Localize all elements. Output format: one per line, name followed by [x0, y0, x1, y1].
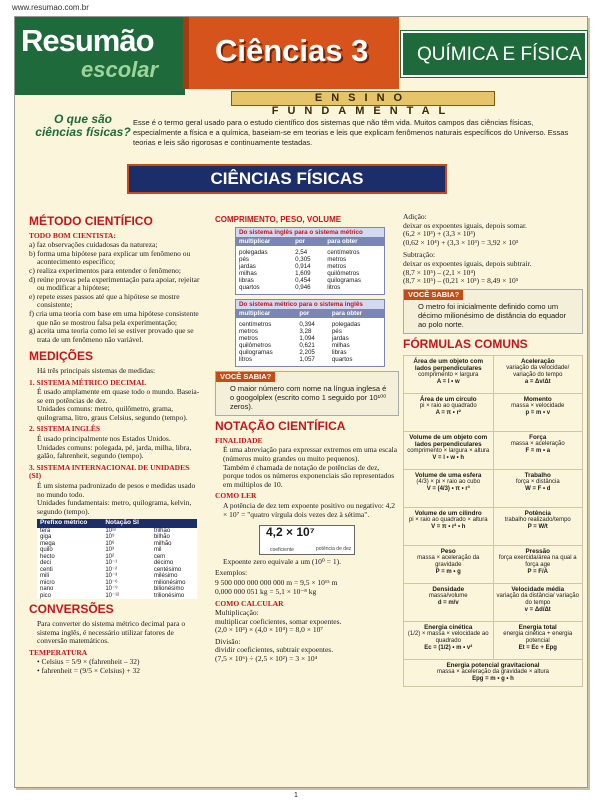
table-row — [236, 270, 385, 277]
formula-fahrenheit: • fahrenheit = (9/5 × Celsius) + 32 — [37, 665, 141, 675]
conversoes-text: Para converter do sistema métrico decimal para o sistema inglês, é necessário utilizar fatores de conversão matemáticos. — [37, 619, 186, 646]
table-row — [236, 335, 385, 342]
notation-col-header: Notação SI — [102, 519, 151, 528]
table-cell: libras — [331, 348, 347, 356]
table-cell: deci — [40, 560, 52, 567]
subject-box — [401, 31, 587, 77]
list-item: c) realiza experimentos para entender o fenômeno; — [29, 265, 182, 275]
notacao-p2: Também é chamada de notação de potências de dez, porque todos os números exponenciais são representados em múltiplos de 10. — [223, 462, 395, 489]
formula-title: Volume de um objeto com lados perpendiculares — [409, 433, 488, 448]
table-row — [236, 356, 385, 367]
column-middle — [215, 213, 399, 664]
table-cell: 1,057 — [299, 355, 315, 363]
table-cell: jardas — [239, 262, 256, 270]
como-ler-title: COMO LER — [215, 491, 257, 501]
formula-celsius: • Celsius = 5/9 × (fahrenheit – 32) — [37, 657, 140, 667]
system-3-text: É um sistema padronizado de pesos e medidas usado no mundo todo. — [37, 481, 196, 499]
table-cell: milionésimo — [153, 579, 186, 586]
banner-label: CIÊNCIAS FÍSICAS — [210, 169, 364, 188]
table-cell: litros — [239, 355, 253, 363]
formula-title: Energia potencial gravitacional — [446, 661, 540, 669]
formula-expression: A = π • r² — [435, 409, 461, 416]
table-cell: trilionésimo — [153, 592, 185, 599]
table-cell: centi — [40, 566, 53, 573]
example-2: 0,000 000 051 kg = 5,1 × 10⁻⁸ kg — [215, 586, 317, 596]
power-label: potência de dez — [316, 546, 352, 553]
subheading-cientista: TODO BOM CIENTISTA: — [29, 230, 116, 240]
table-cell: 10⁶ — [105, 540, 115, 547]
formula-expression: Epg = m • g • h — [472, 675, 514, 682]
table-cell: litros — [327, 283, 341, 291]
brand-logo — [15, 17, 185, 95]
formula-cell — [404, 394, 493, 431]
div-title: Divisão: — [215, 636, 241, 646]
table-cell: mil — [153, 547, 162, 554]
formula-description: massa × aceleração da gravidade — [417, 554, 480, 568]
table-cell: 10² — [105, 553, 114, 560]
formula-cell — [404, 660, 582, 686]
list-item: e) repete esses passos até que a hipótese se mostre consistente; — [29, 291, 180, 310]
formula-description: (1/2) × massa × velocidade ao quadrado — [407, 630, 489, 644]
adicao-line-2: (0,62 × 10⁴) + (3,3 × 10³) = 3,92 × 10³ — [403, 237, 519, 247]
subtracao-title: Subtração: — [403, 250, 436, 260]
formula-expression: V = l • w • h — [432, 454, 465, 461]
formula-cell — [404, 508, 493, 545]
table-row — [37, 593, 197, 600]
finalidade-title: FINALIDADE — [215, 435, 263, 445]
adicao-text: deixar os expoentes iguais, depois somar. — [403, 220, 527, 230]
formula-expression: A = l • w — [436, 378, 460, 385]
table-row — [236, 328, 385, 335]
table-cell: milhas — [331, 341, 350, 349]
mult-example: (2,0 × 10³) × (4,0 × 10⁴) = 8,0 × 10⁷ — [215, 625, 323, 635]
table-row — [236, 349, 385, 356]
table-cell: milhão — [153, 540, 172, 547]
formula-description: variação da distância/ variação do tempo — [496, 592, 579, 606]
system-2-units: Unidades comuns: polegada, pé, jarda, milha, libra, galão, fahrenheit, segundo (tempo). — [37, 442, 192, 461]
study-sheet — [14, 16, 588, 788]
column-left — [29, 213, 203, 676]
formula-title: Densidade — [432, 585, 465, 593]
formula-cell — [404, 432, 493, 469]
formula-title: Volume de um cilindro — [414, 509, 482, 517]
table-cell: 10¹² — [105, 527, 116, 534]
list-item: a) faz observações cuidadosas da natureza; — [29, 240, 158, 250]
table-cell: 1,094 — [299, 334, 315, 342]
system-2-title: 2. SISTEMA INGLÊS — [29, 424, 101, 434]
formula-expression: F = m • a — [525, 447, 551, 454]
metric-to-english-table — [235, 299, 385, 367]
table-cell: metros — [239, 334, 258, 342]
table-caption: Do sistema inglês para o sistema métrico — [236, 227, 385, 237]
table-cell: giga — [40, 534, 52, 541]
formula-title: Área de um círculo — [419, 395, 477, 403]
list-item: d) reúne provas pela experimentação para apoiar, rejeitar ou modificar a hipótese; — [29, 274, 200, 293]
page-title: Ciências 3 — [215, 33, 369, 68]
adicao-title: Adição: — [403, 212, 427, 221]
formula-cell — [404, 622, 493, 659]
table-row — [236, 342, 385, 349]
formula-expression: p = m • v — [525, 409, 551, 416]
brand-sub: escolar — [81, 57, 159, 82]
col-header: multiplicar — [236, 309, 297, 318]
table-cell: 10⁹ — [105, 534, 115, 541]
heading-notacao: NOTAÇÃO CIENTÍFICA — [215, 419, 346, 434]
table-cell: 10³ — [105, 547, 114, 554]
examples-title: Exemplos: — [215, 567, 248, 577]
notation-expression: 4,2 × 10⁷ — [266, 525, 315, 540]
did-you-know-text: O maior número com nome na língua inglesa é o googolplex (escrito como 1 seguido por 10¹⁰⁰ zeros). — [230, 384, 387, 412]
mult-text: multiplicar coeficientes, somar expoentes. — [215, 616, 342, 626]
column-right — [403, 213, 583, 687]
table-cell: 0,946 — [295, 283, 311, 291]
table-row — [236, 318, 385, 328]
formula-description: pi × raio ao quadrado × altura — [408, 516, 488, 523]
table-cell: quilômetros — [327, 269, 360, 277]
table-cell: micro — [40, 579, 55, 586]
formula-cell — [404, 546, 493, 583]
table-cell: quilogramas — [239, 348, 273, 356]
temperature-title: TEMPERATURA — [29, 647, 88, 657]
table-cell: tera — [40, 527, 51, 534]
div-text: dividir coeficientes, subtrair expoentes. — [215, 645, 334, 655]
formula-cell — [404, 584, 493, 621]
formula-description: massa × aceleração — [510, 440, 565, 447]
coefficient-label: coeficiente — [270, 547, 294, 554]
table-row — [236, 263, 385, 270]
formula-expression: P = F/A — [527, 568, 548, 575]
table-cell: quilômetros — [239, 341, 271, 349]
formula-title: Aceleração — [520, 357, 555, 365]
table-cell: 2,54 — [295, 248, 308, 256]
table-cell: quartos — [331, 355, 353, 363]
list-item: g) aceita uma teoria como lei se estiver provado que se trata de um fenômeno não variável. — [29, 326, 194, 344]
formula-cell — [404, 470, 493, 507]
table-cell: milésimo — [153, 573, 178, 580]
table-body — [236, 246, 385, 295]
did-you-know-text: O metro foi inicialmente definido como um décimo milionésimo de distância do equador ao polo norte. — [418, 302, 567, 330]
table-cell: 0,914 — [295, 262, 311, 270]
formula-expression: P = m • g — [435, 568, 461, 575]
formula-cell — [494, 394, 583, 431]
site-url: www.resumao.com.br — [12, 3, 89, 12]
table-cell: jardas — [331, 334, 349, 342]
table-cell: polegadas — [331, 320, 361, 328]
english-to-metric-table — [235, 227, 385, 295]
medicoes-intro: Há três principais sistemas de medidas: — [37, 365, 156, 375]
table-row — [236, 256, 385, 263]
table-cell: 3,28 — [299, 327, 312, 335]
formula-title: Energia cinética — [424, 623, 473, 631]
formula-description: trabalho realizado/tempo — [504, 516, 571, 523]
formula-expression: v = Δd/Δt — [524, 606, 551, 613]
table-cell: 1,609 — [295, 269, 311, 277]
notacao-p3: A potência de dez tem expoente positivo ou negativo: 4,2 × 10⁷ = "quatro vírgula dois vezes dez à sétima". — [223, 500, 396, 519]
formula-cell — [494, 622, 583, 659]
table-cell: 0,394 — [299, 320, 315, 328]
formula-description: comprimento × largura × altura — [407, 447, 490, 454]
title-box — [183, 17, 399, 89]
formula-description: energia cinética + energia potencial — [503, 630, 573, 644]
table-cell: mili — [40, 573, 49, 580]
formula-cell — [494, 356, 583, 393]
prefix-table — [37, 519, 197, 599]
intro-question: O que são ciências físicas? — [35, 112, 131, 139]
formula-title: Potência — [524, 509, 551, 517]
formula-description: força × distância — [515, 478, 560, 485]
list-item: f) cria uma teoria com base em uma hipótese consistente que não se mostrou falsa pela experimentação; — [29, 308, 199, 327]
table-cell: 2,205 — [299, 348, 315, 356]
subtracao-line-1: (8,7 × 10⁵) – (2,1 × 10⁴) — [403, 267, 476, 277]
table-row — [236, 277, 385, 284]
system-1-units: Unidades comuns: metro, quilômetro, grama, quilograma, litro, graus Celsius, segundo (tempo). — [37, 404, 188, 422]
intro-text: Esse é o termo geral usado para o estudo científico dos sistemas que não têm vida. Muitos campos das ciências físicas, especialmente a física e a química, baseiam-se em teorias e leis que explicam fenômenos naturais específicos do Universo. Essas teorias e leis são rigorosas e continuamente testadas. — [133, 118, 569, 147]
system-1-title: 1. SISTEMA MÉTRICO DECIMAL — [29, 377, 147, 387]
formula-title: Trabalho — [524, 471, 551, 479]
notacao-p4: Expoente zero equivale a um (10⁰ = 1). — [223, 557, 342, 567]
prefix-col-header: Prefixo métrico — [37, 519, 102, 528]
subject-label: QUÍMICA E FÍSICA — [417, 44, 582, 65]
brand-main: Resumão — [21, 23, 154, 58]
table-cell: 10⁻⁶ — [105, 579, 118, 586]
level-bar — [231, 91, 495, 117]
heading-conversoes: CONVERSÕES — [29, 602, 114, 617]
formula-description: massa × aceleração da gravidade × altura — [436, 668, 550, 675]
table-cell: 10⁻³ — [105, 573, 118, 580]
table-cell: bilhão — [153, 534, 170, 541]
heading-metodo: MÉTODO CIENTÍFICO — [29, 214, 153, 228]
table-cell: pés — [331, 327, 342, 335]
list-item: b) forma uma hipótese para explicar um fenômeno ou acontecimento específico; — [29, 248, 191, 267]
table-cell: 10⁻⁹ — [105, 586, 118, 593]
meaning-col-header — [151, 519, 197, 528]
did-you-know-box — [215, 371, 399, 417]
col-header: por — [292, 237, 324, 246]
did-you-know-label: VOCÊ SABIA? — [404, 290, 463, 301]
level-label: ENSINO FUNDAMENTAL — [271, 92, 455, 117]
formulas-grid — [403, 355, 583, 687]
table-cell: bilionésimo — [153, 586, 184, 593]
formula-expression: W = F • d — [525, 485, 551, 492]
table-cell: 0,454 — [295, 276, 311, 284]
system-1-text: É usado amplamente em quase todo o mundo. Baseia-se em potências de dez. — [37, 387, 200, 405]
table-cell: mega — [40, 540, 56, 547]
formula-title: Volume de uma esfera — [415, 471, 482, 479]
page-number: 1 — [294, 792, 298, 799]
system-2-text: É usado principalmente nos Estados Unidos. — [37, 434, 171, 444]
table-cell: metros — [327, 255, 347, 263]
formula-expression: Et = Ec + Epg — [518, 644, 557, 651]
col-header: por — [296, 309, 328, 318]
table-cell: libras — [239, 276, 254, 284]
formula-description: (4/3) × pi × raio ao cubo — [416, 478, 481, 485]
table-cell: décimo — [153, 560, 174, 567]
table-cell: centímetros — [327, 248, 360, 256]
formula-title: Energia total — [518, 623, 557, 631]
formula-cell — [494, 470, 583, 507]
formula-expression: V = (4/3) • π • r³ — [426, 485, 470, 492]
table-cell: hecto — [40, 553, 55, 560]
notation-diagram — [259, 525, 355, 555]
table-cell: centésimo — [153, 566, 182, 573]
div-example: (7,5 × 10⁶) ÷ (2,5 × 10²) = 3 × 10⁴ — [215, 654, 318, 664]
formula-description: força exercida/área na qual a força age — [498, 554, 577, 568]
section-banner — [127, 164, 447, 194]
table-cell: polegadas — [239, 248, 268, 256]
formula-expression: P = W/t — [527, 523, 548, 530]
formula-cell — [494, 508, 583, 545]
table-cell: metros — [239, 327, 258, 335]
table-cell: quartos — [239, 283, 260, 291]
table-caption: Do sistema métrico para o sistema inglês — [236, 299, 385, 309]
table-cell: 0,305 — [295, 255, 311, 263]
table-cell: 10⁻¹² — [105, 592, 120, 599]
table-cell: 10⁻² — [105, 566, 118, 573]
formula-title: Força — [529, 433, 547, 441]
formula-description: massa × velocidade — [511, 402, 565, 409]
table-cell: quilogramas — [327, 276, 361, 284]
table-cell: nano — [40, 586, 54, 593]
system-3-title: 3. SISTEMA INTERNACIONAL DE UNIDADES (SI) — [29, 462, 190, 481]
formula-title: Peso — [440, 547, 456, 555]
col-header: para obter — [324, 237, 384, 246]
formula-cell — [494, 432, 583, 469]
table-cell: 10⁻¹ — [105, 560, 118, 567]
adicao-line-1: (6,2 × 10³) + (3,3 × 10³) — [403, 229, 476, 239]
formula-title: Área de um objeto com lados perpendiculares — [413, 357, 484, 372]
formula-description: variação da velocidade/ variação do tempo — [506, 364, 570, 378]
table-cell: trilhão — [153, 527, 171, 534]
col-header: para obter — [329, 309, 385, 318]
heading-medicoes: MEDIÇÕES — [29, 349, 94, 364]
heading-formulas: FÓRMULAS COMUNS — [403, 337, 528, 352]
col-header: multiplicar — [236, 237, 293, 246]
formula-title: Momento — [523, 395, 552, 403]
formula-description: comprimento × largura — [418, 371, 479, 378]
table-cell: 0,621 — [299, 341, 315, 349]
como-calcular-title: COMO CALCULAR — [215, 598, 284, 608]
subtracao-text: deixar os expoentes iguais, depois subtrair. — [403, 258, 532, 268]
formula-cell — [494, 584, 583, 621]
table-cell: metros — [327, 262, 347, 270]
table-cell: quilo — [40, 547, 53, 554]
table-cell: centímetros — [239, 320, 272, 328]
formula-expression: a = Δv/Δt — [524, 378, 551, 385]
table-cell: pico — [40, 592, 52, 599]
formula-expression: d = m/v — [437, 599, 459, 606]
table-row — [236, 284, 385, 295]
subtracao-line-2: (8,7 × 10⁵) – (0,21 × 10⁵) = 8,49 × 10⁵ — [403, 276, 519, 286]
did-you-know-label: VOCÊ SABIA? — [216, 372, 275, 383]
mult-title: Multiplicação: — [215, 608, 259, 618]
notacao-p1: É uma abreviação para expressar extremos em uma escala (números muito grandes ou muito pequenos). — [223, 445, 398, 463]
formula-description: pi × raio ao quadrado — [419, 402, 477, 409]
table-body — [236, 318, 385, 367]
formula-description: massa/volume — [428, 592, 468, 599]
formula-cell — [494, 546, 583, 583]
system-3-units: Unidades fundamentais: metro, quilograma, kelvin, segundo (tempo). — [37, 498, 192, 516]
formula-expression: Ec = (1/2) • m • v² — [424, 644, 473, 651]
example-1: 9 500 000 000 000 000 m = 9,5 × 10¹⁵ m — [215, 578, 338, 588]
table-cell: cem — [153, 553, 166, 560]
formula-expression: V = π • r² • h — [431, 523, 466, 530]
formula-title: Pressão — [525, 547, 550, 555]
table-cell: milhas — [239, 269, 257, 277]
table-row — [236, 246, 385, 256]
formula-title: Velocidade média — [511, 585, 565, 593]
table-cell: pés — [239, 255, 249, 263]
did-you-know-box-2 — [403, 289, 583, 335]
prefix-table-body — [37, 528, 197, 600]
formula-cell — [404, 356, 493, 393]
heading-comprimento: COMPRIMENTO, PESO, VOLUME — [215, 215, 342, 224]
